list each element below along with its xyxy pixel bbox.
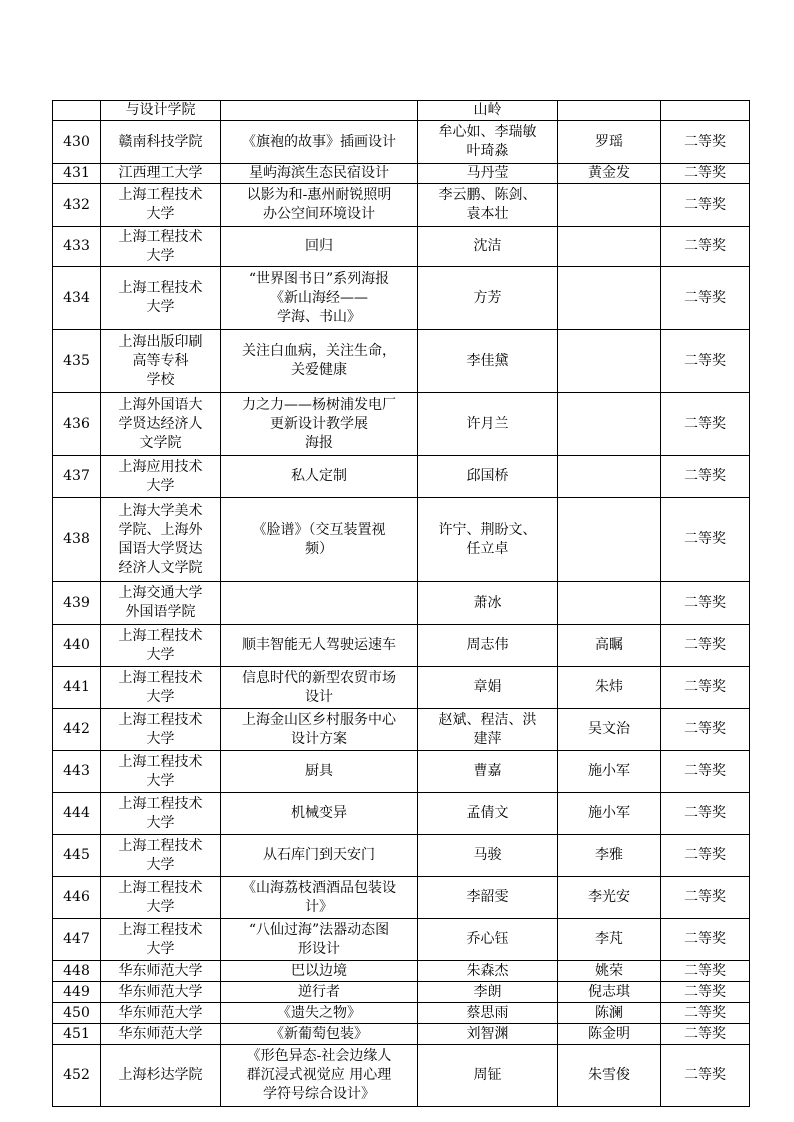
table-row <box>53 330 750 393</box>
work-title: 《旗袍的故事》插画设计 <box>221 121 418 164</box>
entry-number: 445 <box>53 835 101 877</box>
award-level: 二等奖 <box>661 919 750 961</box>
work-title <box>221 101 418 121</box>
work-title: 信息时代的新型农贸市场 设计 <box>221 667 418 709</box>
author-names: 乔心钰 <box>418 919 558 961</box>
school-name: 华东师范大学 <box>101 1024 221 1045</box>
school-name: 华东师范大学 <box>101 1003 221 1024</box>
advisor-name: 罗瑶 <box>558 121 661 164</box>
advisor-name: 陈澜 <box>558 1003 661 1024</box>
table-row <box>53 1003 750 1024</box>
award-level: 二等奖 <box>661 1003 750 1024</box>
award-level: 二等奖 <box>661 164 750 184</box>
author-names: 萧冰 <box>418 582 558 625</box>
table-row <box>53 121 750 164</box>
table-row <box>53 982 750 1003</box>
table-row <box>53 267 750 330</box>
advisor-name: 黄金发 <box>558 164 661 184</box>
school-name: 上海工程技术 大学 <box>101 184 221 227</box>
school-name: 上海工程技术 大学 <box>101 267 221 330</box>
entry-number: 435 <box>53 330 101 393</box>
table-row <box>53 835 750 877</box>
entry-number: 439 <box>53 582 101 625</box>
author-names: 朱森杰 <box>418 961 558 982</box>
work-title: 《新葡萄包装》 <box>221 1024 418 1045</box>
entry-number: 444 <box>53 793 101 835</box>
school-name: 上海应用技术 大学 <box>101 456 221 498</box>
award-level: 二等奖 <box>661 877 750 919</box>
award-level: 二等奖 <box>661 1045 750 1107</box>
award-level: 二等奖 <box>661 793 750 835</box>
entry-number: 430 <box>53 121 101 164</box>
table-row <box>53 393 750 456</box>
author-names: 山岭 <box>418 101 558 121</box>
table-row <box>53 793 750 835</box>
work-title: 以影为和-惠州耐锐照明 办公空间环境设计 <box>221 184 418 227</box>
table-row <box>53 751 750 793</box>
entry-number: 447 <box>53 919 101 961</box>
advisor-name <box>558 582 661 625</box>
award-level: 二等奖 <box>661 709 750 751</box>
entry-number: 443 <box>53 751 101 793</box>
advisor-name: 倪志琪 <box>558 982 661 1003</box>
table-row <box>53 877 750 919</box>
work-title: “世界图书日”系列海报 《新山海经—— 学海、书山》 <box>221 267 418 330</box>
work-title: 逆行者 <box>221 982 418 1003</box>
entry-number: 449 <box>53 982 101 1003</box>
school-name: 上海交通大学 外国语学院 <box>101 582 221 625</box>
award-level: 二等奖 <box>661 330 750 393</box>
award-level: 二等奖 <box>661 498 750 582</box>
table-row <box>53 1045 750 1107</box>
author-names: 许宁、荆盼文、 任立卓 <box>418 498 558 582</box>
table-row <box>53 498 750 582</box>
entry-number: 446 <box>53 877 101 919</box>
school-name: 上海工程技术 大学 <box>101 835 221 877</box>
entry-number: 431 <box>53 164 101 184</box>
advisor-name <box>558 184 661 227</box>
award-level: 二等奖 <box>661 267 750 330</box>
award-level: 二等奖 <box>661 751 750 793</box>
school-name: 上海工程技术 大学 <box>101 625 221 667</box>
work-title: “八仙过海”法器动态图 形设计 <box>221 919 418 961</box>
author-names: 李云鹏、陈剑、 袁本壮 <box>418 184 558 227</box>
entry-number: 451 <box>53 1024 101 1045</box>
work-title: 《山海荔枝酒酒品包装设 计》 <box>221 877 418 919</box>
author-names: 孟倩文 <box>418 793 558 835</box>
table-row <box>53 709 750 751</box>
entry-number: 438 <box>53 498 101 582</box>
school-name: 上海工程技术 大学 <box>101 793 221 835</box>
advisor-name: 李光安 <box>558 877 661 919</box>
advisor-name: 施小军 <box>558 793 661 835</box>
award-level: 二等奖 <box>661 184 750 227</box>
table-row <box>53 227 750 267</box>
work-title: 《遗失之物》 <box>221 1003 418 1024</box>
school-name: 上海大学美术 学院、上海外 国语大学贤达 经济人文学院 <box>101 498 221 582</box>
work-title: 机械变异 <box>221 793 418 835</box>
author-names: 沈洁 <box>418 227 558 267</box>
advisor-name: 施小军 <box>558 751 661 793</box>
advisor-name <box>558 101 661 121</box>
school-name: 上海出版印刷 高等专科 学校 <box>101 330 221 393</box>
award-list-table <box>52 100 750 1107</box>
advisor-name: 高瞩 <box>558 625 661 667</box>
author-names: 周志伟 <box>418 625 558 667</box>
entry-number: 433 <box>53 227 101 267</box>
award-level: 二等奖 <box>661 982 750 1003</box>
advisor-name: 李芃 <box>558 919 661 961</box>
advisor-name: 吴文治 <box>558 709 661 751</box>
entry-number: 434 <box>53 267 101 330</box>
author-names: 李韶雯 <box>418 877 558 919</box>
advisor-name <box>558 267 661 330</box>
school-name: 华东师范大学 <box>101 982 221 1003</box>
award-level: 二等奖 <box>661 393 750 456</box>
advisor-name <box>558 330 661 393</box>
advisor-name: 姚荣 <box>558 961 661 982</box>
author-names: 周钲 <box>418 1045 558 1107</box>
award-level: 二等奖 <box>661 961 750 982</box>
author-names: 蔡思雨 <box>418 1003 558 1024</box>
school-name: 上海工程技术 大学 <box>101 751 221 793</box>
advisor-name <box>558 227 661 267</box>
award-level: 二等奖 <box>661 1024 750 1045</box>
work-title: 回归 <box>221 227 418 267</box>
work-title: 星屿海滨生态民宿设计 <box>221 164 418 184</box>
author-names: 马骏 <box>418 835 558 877</box>
entry-number: 442 <box>53 709 101 751</box>
award-table-body <box>53 101 750 1107</box>
author-names: 曹嘉 <box>418 751 558 793</box>
work-title: 关注白血病，关注生命， 关爱健康 <box>221 330 418 393</box>
author-names: 邱国桥 <box>418 456 558 498</box>
advisor-name: 李雅 <box>558 835 661 877</box>
award-level: 二等奖 <box>661 227 750 267</box>
author-names: 马丹莹 <box>418 164 558 184</box>
author-names: 方芳 <box>418 267 558 330</box>
work-title: 从石库门到天安门 <box>221 835 418 877</box>
table-row <box>53 184 750 227</box>
advisor-name: 朱炜 <box>558 667 661 709</box>
advisor-name: 朱雪俊 <box>558 1045 661 1107</box>
author-names: 赵斌、程洁、洪 建萍 <box>418 709 558 751</box>
advisor-name <box>558 498 661 582</box>
school-name: 上海外国语大 学贤达经济人 文学院 <box>101 393 221 456</box>
advisor-name <box>558 456 661 498</box>
author-names: 李朗 <box>418 982 558 1003</box>
entry-number: 432 <box>53 184 101 227</box>
table-row <box>53 164 750 184</box>
award-level <box>661 101 750 121</box>
entry-number: 450 <box>53 1003 101 1024</box>
work-title: 《形色异态-社会边缘人 群沉浸式视觉应 用心理 学符号综合设计》 <box>221 1045 418 1107</box>
award-level: 二等奖 <box>661 582 750 625</box>
work-title: 《脸谱》（交互装置视 频） <box>221 498 418 582</box>
school-name: 上海杉达学院 <box>101 1045 221 1107</box>
school-name: 赣南科技学院 <box>101 121 221 164</box>
school-name: 江西理工大学 <box>101 164 221 184</box>
author-names: 许月兰 <box>418 393 558 456</box>
table-row <box>53 1024 750 1045</box>
entry-number: 441 <box>53 667 101 709</box>
award-level: 二等奖 <box>661 456 750 498</box>
advisor-name <box>558 393 661 456</box>
school-name: 上海工程技术 大学 <box>101 709 221 751</box>
table-row <box>53 919 750 961</box>
work-title: 顺丰智能无人驾驶运速车 <box>221 625 418 667</box>
work-title: 厨具 <box>221 751 418 793</box>
table-row <box>53 456 750 498</box>
school-name: 上海工程技术 大学 <box>101 877 221 919</box>
entry-number: 448 <box>53 961 101 982</box>
school-name: 上海工程技术 大学 <box>101 667 221 709</box>
table-row <box>53 667 750 709</box>
award-level: 二等奖 <box>661 121 750 164</box>
award-level: 二等奖 <box>661 835 750 877</box>
entry-number: 436 <box>53 393 101 456</box>
table-row <box>53 961 750 982</box>
author-names: 章娟 <box>418 667 558 709</box>
table-row <box>53 582 750 625</box>
award-level: 二等奖 <box>661 667 750 709</box>
school-name: 上海工程技术 大学 <box>101 227 221 267</box>
work-title: 力之力——杨树浦发电厂 更新设计教学展 海报 <box>221 393 418 456</box>
author-names: 牟心如、李瑞敏 叶琦淼 <box>418 121 558 164</box>
author-names: 刘智渊 <box>418 1024 558 1045</box>
work-title: 上海金山区乡村服务中心 设计方案 <box>221 709 418 751</box>
school-name: 华东师范大学 <box>101 961 221 982</box>
work-title: 巴以边境 <box>221 961 418 982</box>
advisor-name: 陈金明 <box>558 1024 661 1045</box>
table-row <box>53 101 750 121</box>
work-title: 私人定制 <box>221 456 418 498</box>
table-row <box>53 625 750 667</box>
entry-number: 440 <box>53 625 101 667</box>
school-name: 上海工程技术 大学 <box>101 919 221 961</box>
entry-number <box>53 101 101 121</box>
school-name: 与设计学院 <box>101 101 221 121</box>
entry-number: 437 <box>53 456 101 498</box>
award-level: 二等奖 <box>661 625 750 667</box>
work-title <box>221 582 418 625</box>
author-names: 李佳黛 <box>418 330 558 393</box>
entry-number: 452 <box>53 1045 101 1107</box>
